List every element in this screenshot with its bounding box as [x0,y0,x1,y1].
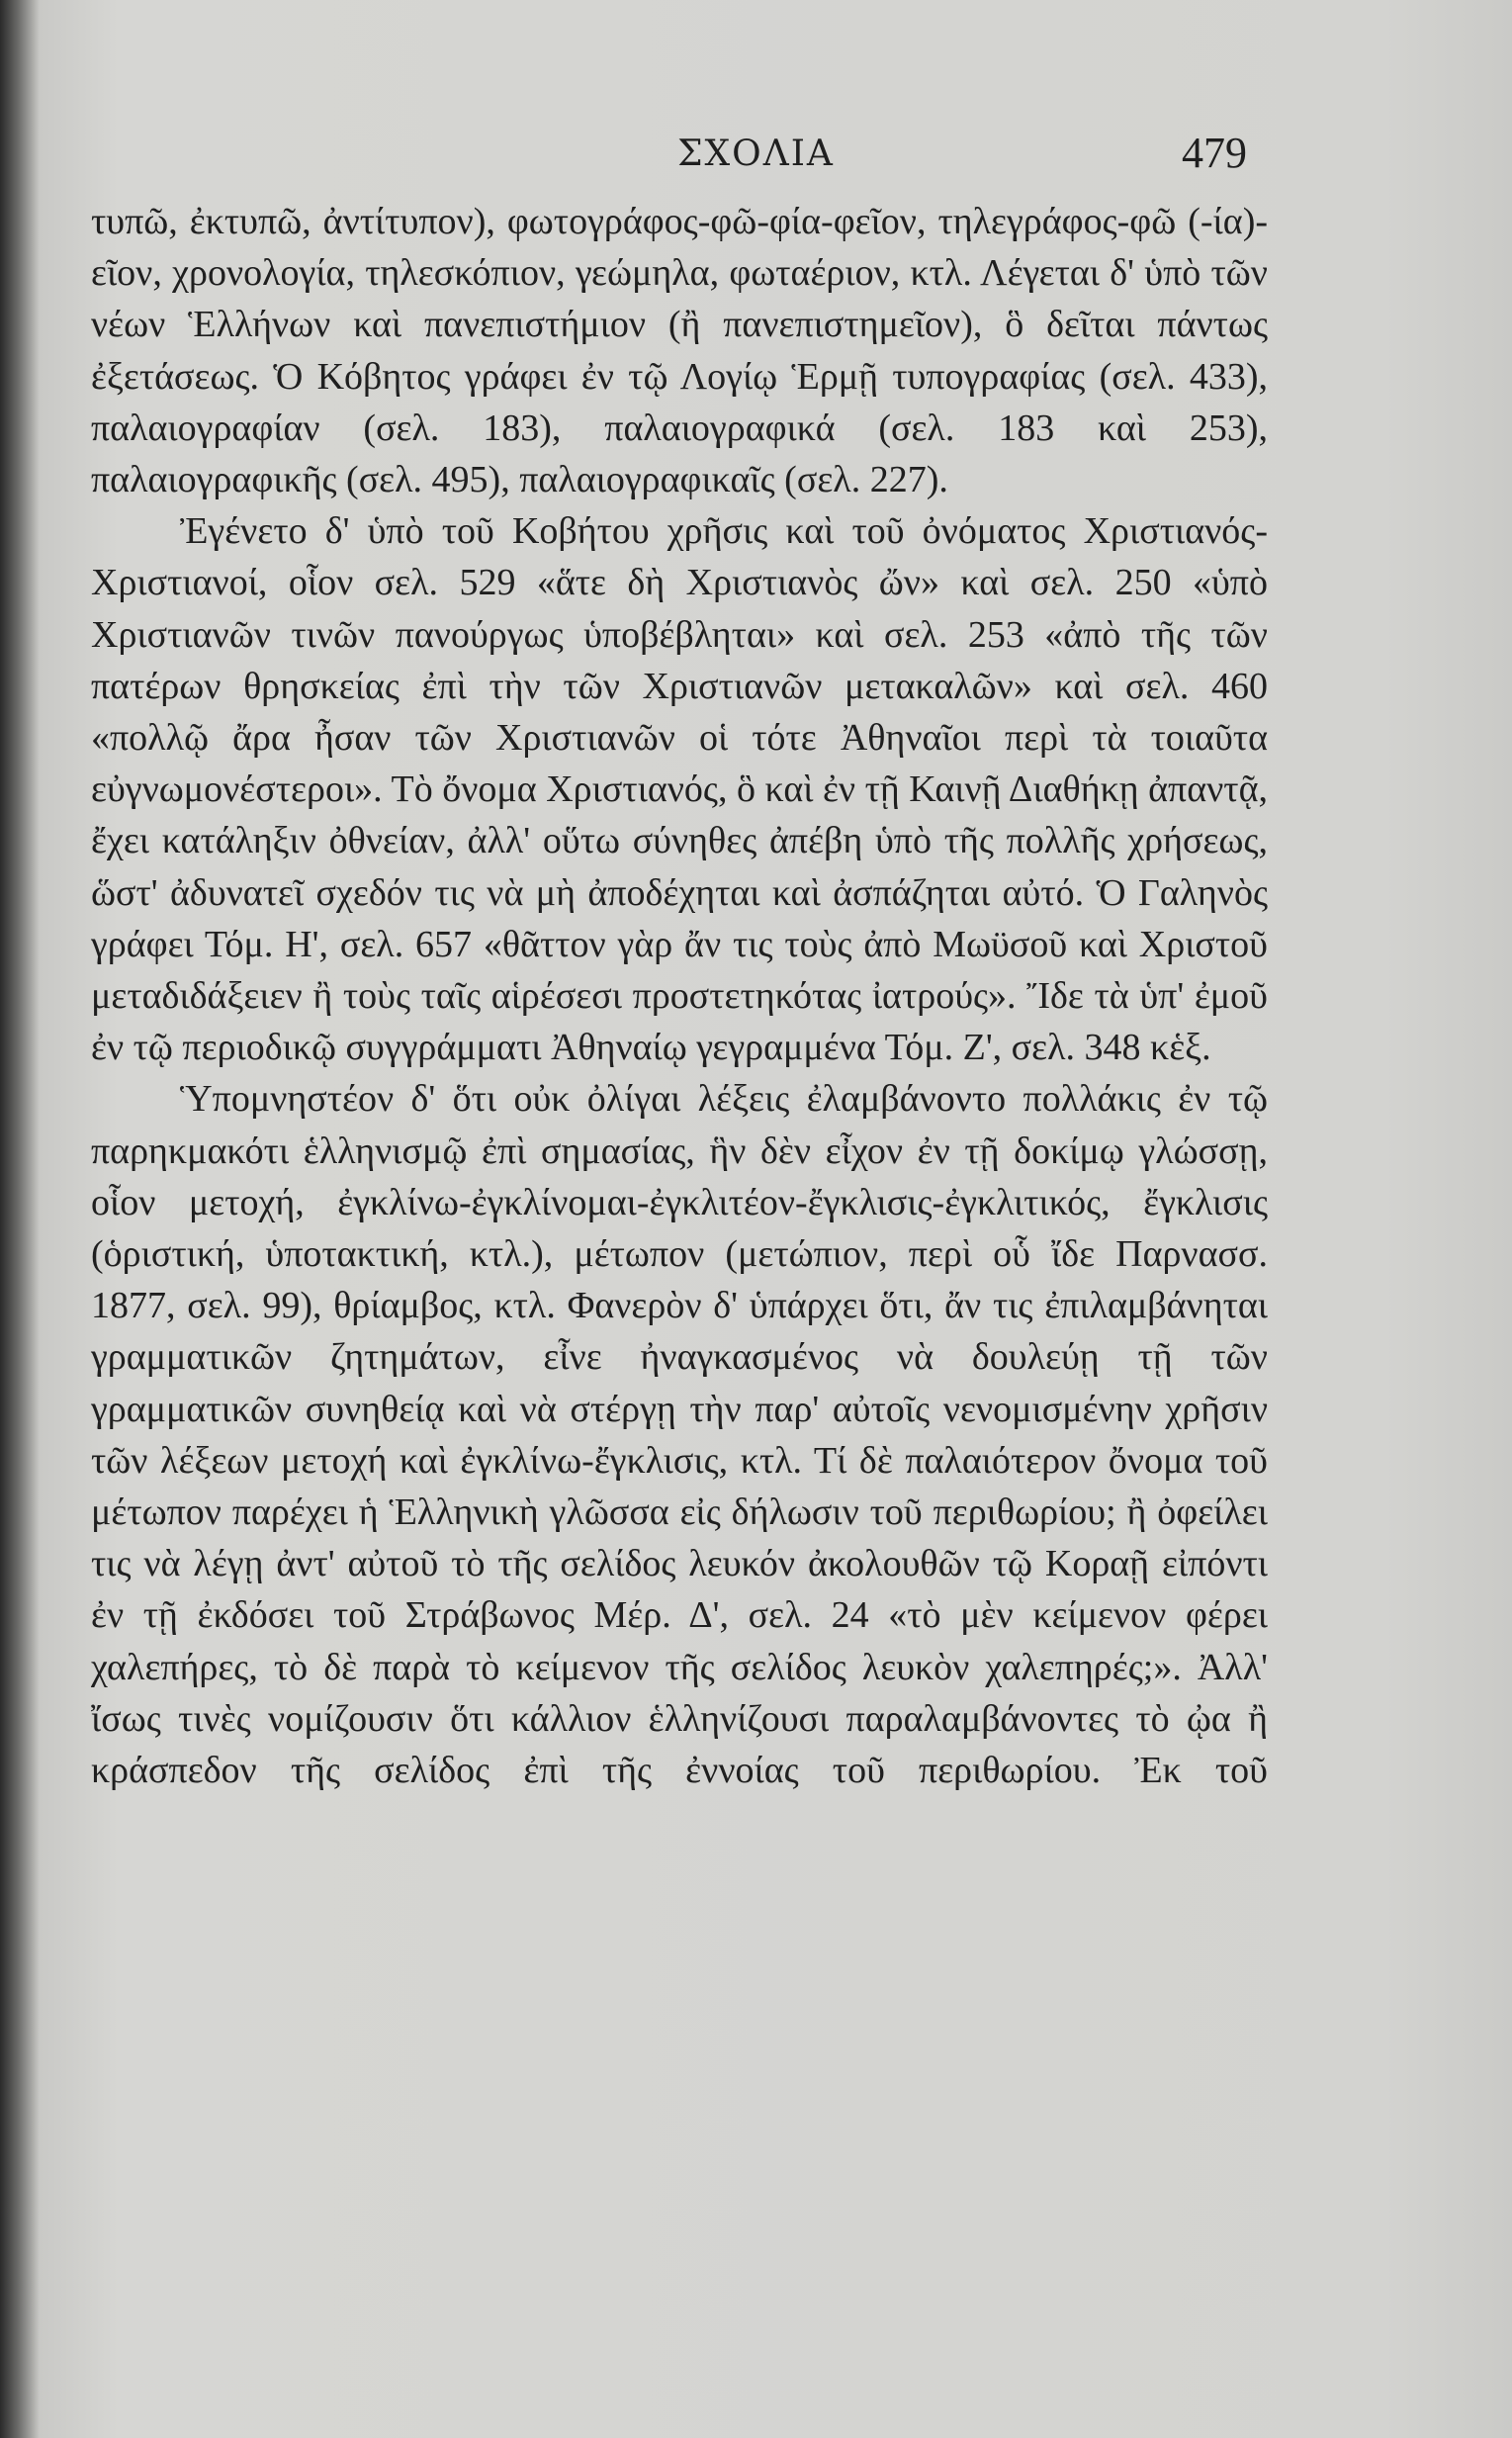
paragraph-1: τυπῶ, ἐκτυπῶ, ἀντίτυπον), φωτογράφος-φῶ-φία-φεῖον, τηλεγράφος-φῶ (-ία)-εῖον, χρονολογία, τηλεσκόπιον, γεώμηλα, φωταέριον, κτλ. Λέγεται δ' ὑπὸ τῶν νέων Ἑλλήνων καὶ πανεπιστήμιον (ἢ πανεπιστημεῖον), ὃ δεῖται πάντως ἐξετάσεως. Ὁ Κόβητος γράφει ἐν τῷ Λογίῳ Ἑρμῇ τυπογραφίας (σελ. 433), παλαιογραφίαν (σελ. 183), παλαιογραφικά (σελ. 183 καὶ 253), παλαιογραφικῆς (σελ. 495), παλαιογραφικαῖς (σελ. 227). [91,201,1268,501]
running-head: ΣΧΟΛΙΑ [677,134,835,174]
paragraph-2: Ἐγένετο δ' ὑπὸ τοῦ Κοβήτου χρῆσις καὶ τοῦ ὀνόματος Χριστιανός-Χριστιανοί, οἷον σελ. 529 «ἅτε δὴ Χριστιανὸς ὤν» καὶ σελ. 250 «ὑπὸ Χριστιανῶν τινῶν πανούργως ὑποβέβληται» καὶ σελ. 253 «ἀπὸ τῆς τῶν πατέρων θρησκείας ἐπὶ τὴν τῶν Χριστιανῶν μετακαλῶν» καὶ σελ. 460 «πολλῷ ἄρα ἦσαν τῶν Χριστιανῶν οἱ τότε Ἀθηναῖοι περὶ τὰ τοιαῦτα εὐγνωμονέστεροι». Τὸ ὄνομα Χριστιανός, ὃ καὶ ἐν τῇ Καινῇ Διαθήκῃ ἀπαντᾷ, ἔχει κατάληξιν ὀθνείαν, ἀλλ' οὕτω σύνηθες ἀπέβη ὑπὸ τῆς πολλῆς χρήσεως, ὥστ' ἀδυνατεῖ σχεδόν τις νὰ μὴ ἀποδέχηται καὶ ἀσπάζηται αὐτό. Ὁ Γαληνὸς γράφει Τόμ. Η', σελ. 657 «θᾶττον γὰρ ἄν τις τοὺς ἀπὸ Μωϋσοῦ καὶ Χριστοῦ μεταδιδάξειεν ἢ τοὺς ταῖς αἱρέσεσι προστετηκότας ἰατρούς». Ἴδε τὰ ὑπ' ἐμοῦ ἐν τῷ περιοδικῷ συγγράμματι Ἀθηναίῳ γεγραμμένα Τόμ. Ζ', σελ. 348 κἑξ. [91,510,1268,1069]
page-header [0,129,1512,193]
page-number: 479 [1182,129,1247,177]
body-text [91,196,1268,1796]
paragraph-3: Ὑπομνηστέον δ' ὅτι οὐκ ὀλίγαι λέξεις ἐλαμβάνοντο πολλάκις ἐν τῷ παρηκμακότι ἑλληνισμῷ ἐπὶ σημασίας, ἣν δὲν εἶχον ἐν τῇ δοκίμῳ γλώσσῃ, οἷον μετοχή, ἐγκλίνω-ἐγκλίνομαι-ἐγκλιτέον-ἔγκλισις-ἐγκλιτικός, ἔγκλισις (ὁριστική, ὑποτακτική, κτλ.), μέτωπον (μετώπιον, περὶ οὗ ἴδε Παρνασσ. 1877, σελ. 99), θρίαμβος, κτλ. Φανερὸν δ' ὑπάρχει ὅτι, ἄν τις ἐπιλαμβάνηται γραμματικῶν ζητημάτων, εἶνε ἠναγκασμένος νὰ δουλεύῃ τῇ τῶν γραμματικῶν συνηθείᾳ καὶ νὰ στέργῃ τὴν παρ' αὐτοῖς νενομισμένην χρῆσιν τῶν λέξεων μετοχή καὶ ἐγκλίνω-ἔγκλισις, κτλ. Τί δὲ παλαιότερον ὄνομα τοῦ μέτωπον παρέχει ἡ Ἑλληνικὴ γλῶσσα εἰς δήλωσιν τοῦ περιθωρίου; ἢ ὀφείλει τις νὰ λέγῃ ἀντ' αὐτοῦ τὸ τῆς σελίδος λευκόν ἀκολουθῶν τῷ Κοραῇ εἰπόντι ἐν τῇ ἐκδόσει τοῦ Στράβωνος Μέρ. Δ', σελ. 24 «τὸ μὲν κείμενον φέρει χαλεπήρες, τὸ δὲ παρὰ τὸ κείμενον τῆς σελίδος λευκὸν χαλεπηρές;». Ἀλλ' ἴσως τινὲς νομίζουσιν ὅτι κάλλιον ἑλληνίζουσι παραλαμβάνοντες τὸ ᾠα ἢ κράσπεδον τῆς σελίδος ἐπὶ τῆς ἐννοίας τοῦ περιθωρίου. Ἐκ τοῦ [91,1078,1268,1792]
